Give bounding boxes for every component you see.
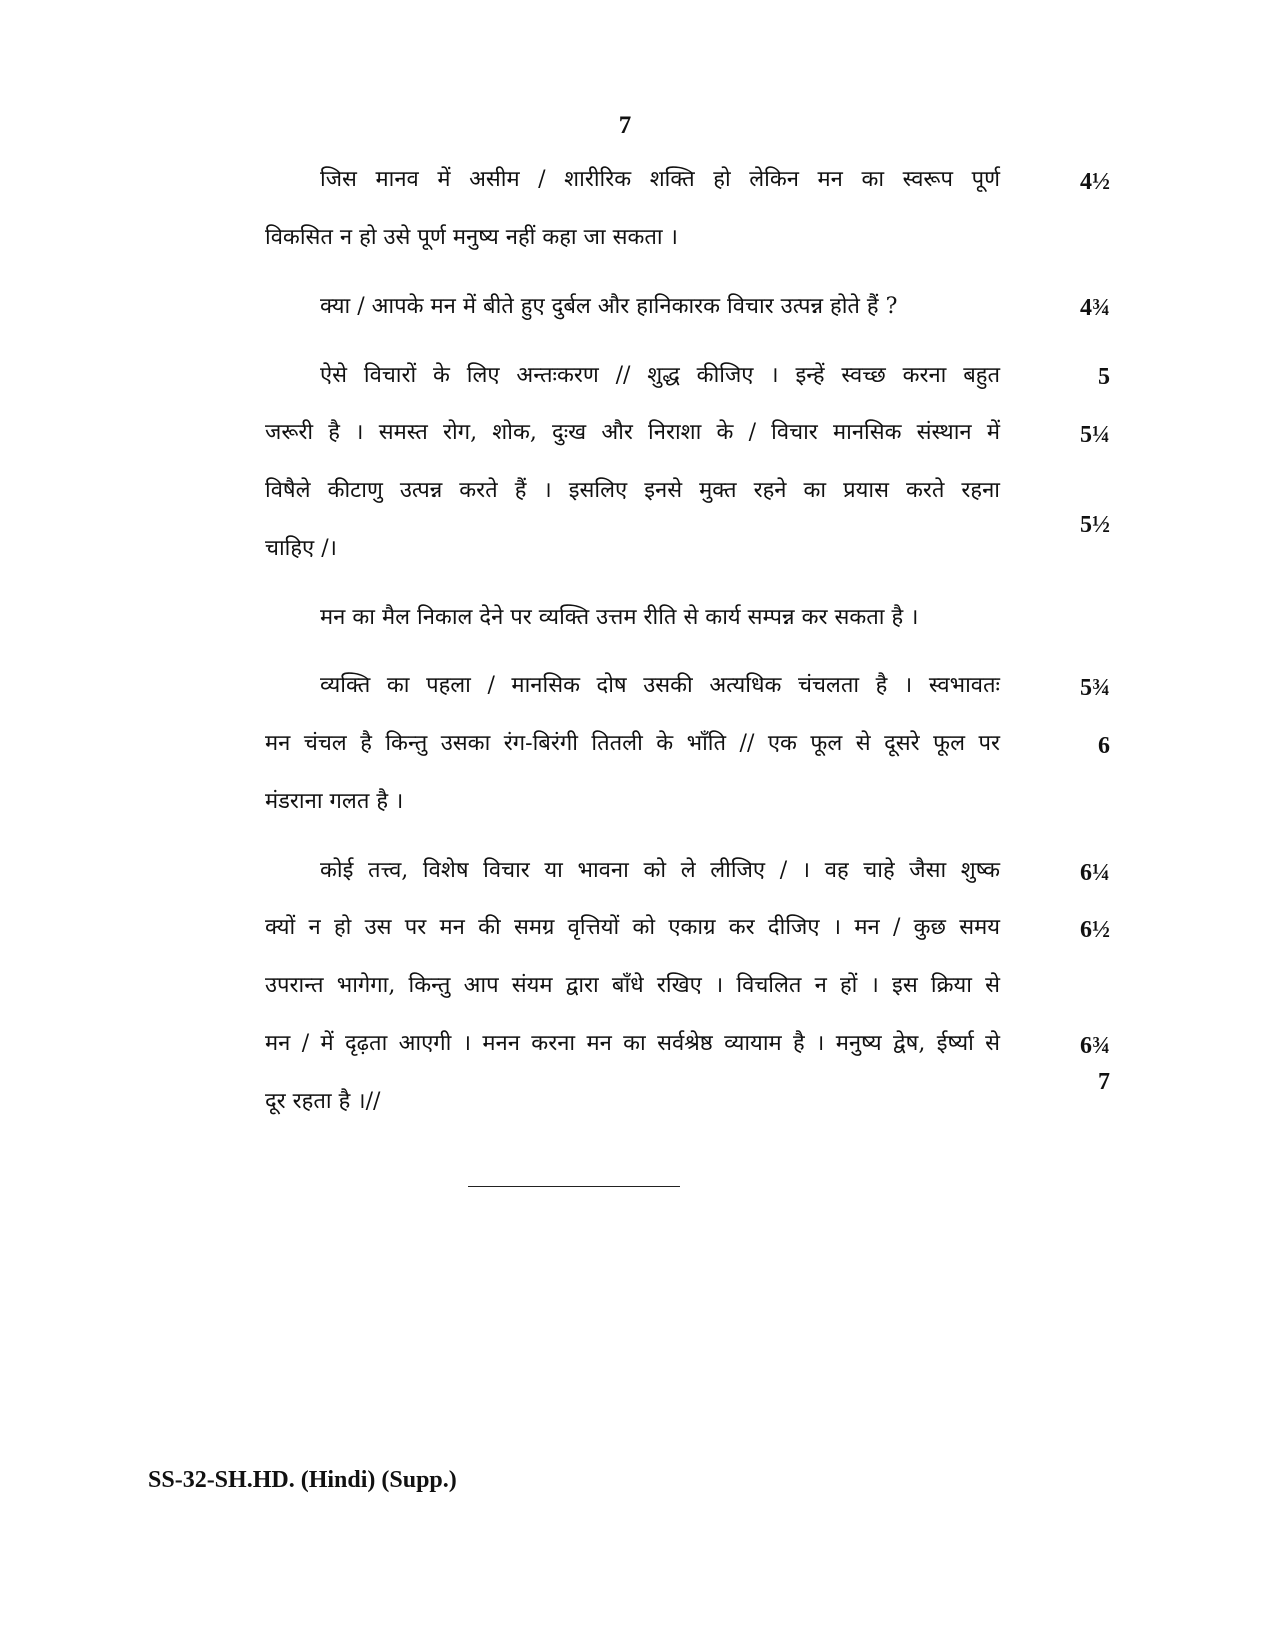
word-count-mark: 6¾: [1080, 1033, 1110, 1059]
text-line: चाहिए /।: [265, 536, 337, 561]
text-line: क्यों न हो उस पर मन की समग्र वृत्तियों को एकाग्र कर दीजिए । मन / कुछ समय: [265, 915, 1000, 940]
text-line: ऐसे विचारों के लिए अन्तःकरण // शुद्ध कीजिए । इन्हें स्वच्छ करना बहुत: [320, 363, 1000, 388]
text-line: क्या / आपके मन में बीते हुए दुर्बल और हानिकारक विचार उत्पन्न होते हैं ?: [320, 294, 898, 319]
word-count-mark: 4½: [1080, 169, 1110, 195]
text-line: मंडराना गलत है ।: [265, 789, 404, 814]
text-line: दूर रहता है ।//: [265, 1089, 381, 1114]
word-count-mark: 5¾: [1080, 675, 1110, 701]
word-count-mark: 5: [1098, 364, 1110, 390]
word-count-mark: 4¾: [1080, 295, 1110, 321]
text-line: उपरान्त भागेगा, किन्तु आप संयम द्वारा बाँधे रखिए । विचलित न हों । इस क्रिया से: [265, 973, 1000, 998]
paper-code: SS-32-SH.HD. (Hindi) (Supp.): [148, 1467, 457, 1493]
word-count-mark: 6¼: [1080, 860, 1110, 886]
end-rule: [468, 1186, 680, 1187]
text-line: मन चंचल है किन्तु उसका रंग-बिरंगी तितली के भाँति // एक फूल से दूसरे फूल पर: [265, 731, 1000, 756]
page-number: 7: [618, 112, 632, 139]
text-line: कोई तत्त्व, विशेष विचार या भावना को ले लीजिए / । वह चाहे जैसा शुष्क: [320, 858, 1000, 883]
text-line: जरूरी है । समस्त रोग, शोक, दुःख और निराशा के / विचार मानसिक संस्थान में: [265, 420, 1000, 445]
text-line: मन / में दृढ़ता आएगी । मनन करना मन का सर्वश्रेष्ठ व्यायाम है । मनुष्य द्वेष, ईर्ष्या से: [265, 1031, 1000, 1056]
word-count-mark: 6: [1098, 733, 1110, 759]
text-line: जिस मानव में असीम / शारीरिक शक्ति हो लेकिन मन का स्वरूप पूर्ण: [320, 167, 1000, 192]
text-line: विषैले कीटाणु उत्पन्न करते हैं । इसलिए इनसे मुक्त रहने का प्रयास करते रहना: [265, 478, 1000, 503]
text-line: मन का मैल निकाल देने पर व्यक्ति उत्तम रीति से कार्य सम्पन्न कर सकता है ।: [320, 605, 919, 630]
word-count-mark: 6½: [1080, 917, 1110, 943]
text-line: विकसित न हो उसे पूर्ण मनुष्य नहीं कहा जा सकता ।: [265, 225, 678, 250]
word-count-mark: 7: [1098, 1069, 1110, 1095]
word-count-mark: 5½: [1080, 512, 1110, 538]
text-line: व्यक्ति का पहला / मानसिक दोष उसकी अत्यधिक चंचलता है । स्वभावतः: [320, 673, 1000, 698]
word-count-mark: 5¼: [1080, 422, 1110, 448]
